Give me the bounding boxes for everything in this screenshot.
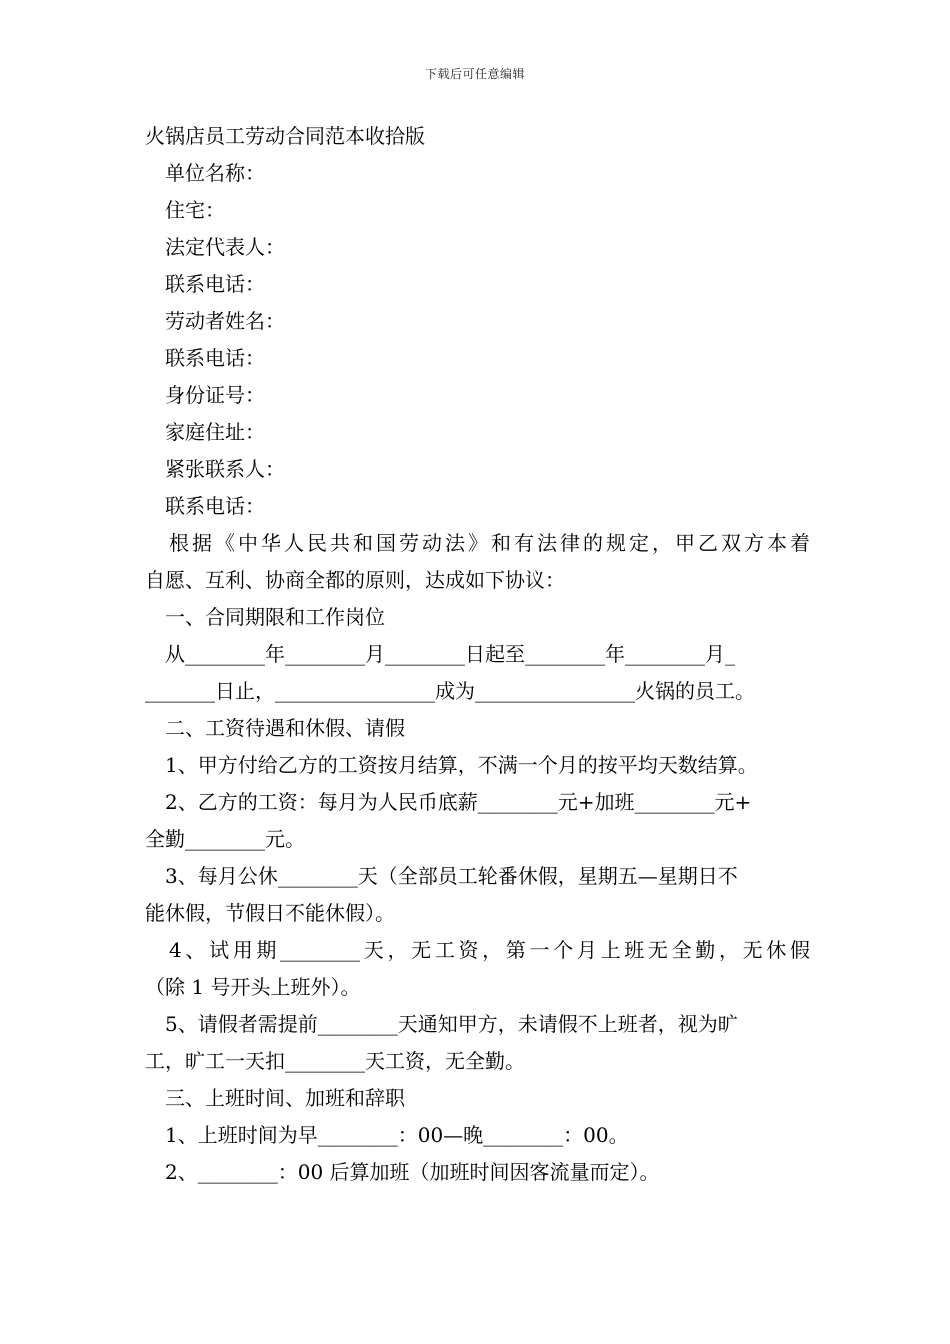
intro-paragraph-line-1: 根据《中华人民共和国劳动法》和有法律的规定，甲乙双方本着: [169, 531, 810, 555]
field-phone-employer: 联系电话：: [165, 272, 265, 296]
page-header: 下载后可任意编辑: [424, 67, 525, 81]
section-1-line-2: _______日止，________________成为________________火锅的员工。: [145, 679, 755, 703]
field-worker-name: 劳动者姓名：: [165, 309, 285, 333]
section-2-item-3-line-1: 3、每月公休________天（全部员工轮番休假，星期五—星期日不: [165, 864, 738, 888]
section-3-item-1: 1、上班时间为早________：00—晚________：00。: [165, 1123, 629, 1147]
field-emergency-contact: 紧张联系人：: [165, 457, 285, 481]
field-unit-name: 单位名称：: [165, 161, 265, 185]
section-2-item-4-line-1: 4、试用期________天，无工资，第一个月上班无全勤，无休假: [169, 938, 810, 962]
section-3-title: 三、上班时间、加班和辞职: [165, 1086, 405, 1110]
field-home-address: 家庭住址：: [165, 420, 265, 444]
section-2-title: 二、工资待遇和休假、请假: [165, 716, 405, 740]
section-2-item-2-line-2: 全勤________元。: [145, 827, 305, 851]
section-2-item-4-line-2: （除 1 号开头上班外）。: [145, 975, 361, 999]
field-legal-representative: 法定代表人：: [165, 235, 285, 259]
document-body: [145, 118, 810, 1191]
section-1-line-1: 从________年________月________日起至________年________月_: [165, 642, 735, 666]
section-1-title: 一、合同期限和工作岗位: [165, 605, 385, 629]
field-residence: 住宅：: [165, 198, 225, 222]
field-phone-emergency: 联系电话：: [165, 494, 265, 518]
field-id-number: 身份证号：: [165, 383, 265, 407]
section-2-item-1: 1、甲方付给乙方的工资按月结算，不满一个月的按平均天数结算。: [165, 753, 758, 777]
intro-paragraph-line-2: 自愿、互利、协商全都的原则，达成如下协议：: [145, 568, 565, 592]
field-phone-worker: 联系电话：: [165, 346, 265, 370]
section-2-item-3-line-2: 能休假，节假日不能休假）。: [145, 901, 395, 925]
document-title: 火锅店员工劳动合同范本收拾版: [145, 124, 425, 148]
section-2-item-5-line-1: 5、请假者需提前________天通知甲方，未请假不上班者，视为旷: [165, 1012, 738, 1036]
section-2-item-2-line-1: 2、乙方的工资：每月为人民币底薪________元+加班________元+: [165, 790, 752, 814]
section-2-item-5-line-2: 工，旷工一天扣________天工资，无全勤。: [145, 1049, 525, 1073]
section-3-item-2: 2、________：00 后算加班（加班时间因客流量而定）。: [165, 1160, 660, 1184]
